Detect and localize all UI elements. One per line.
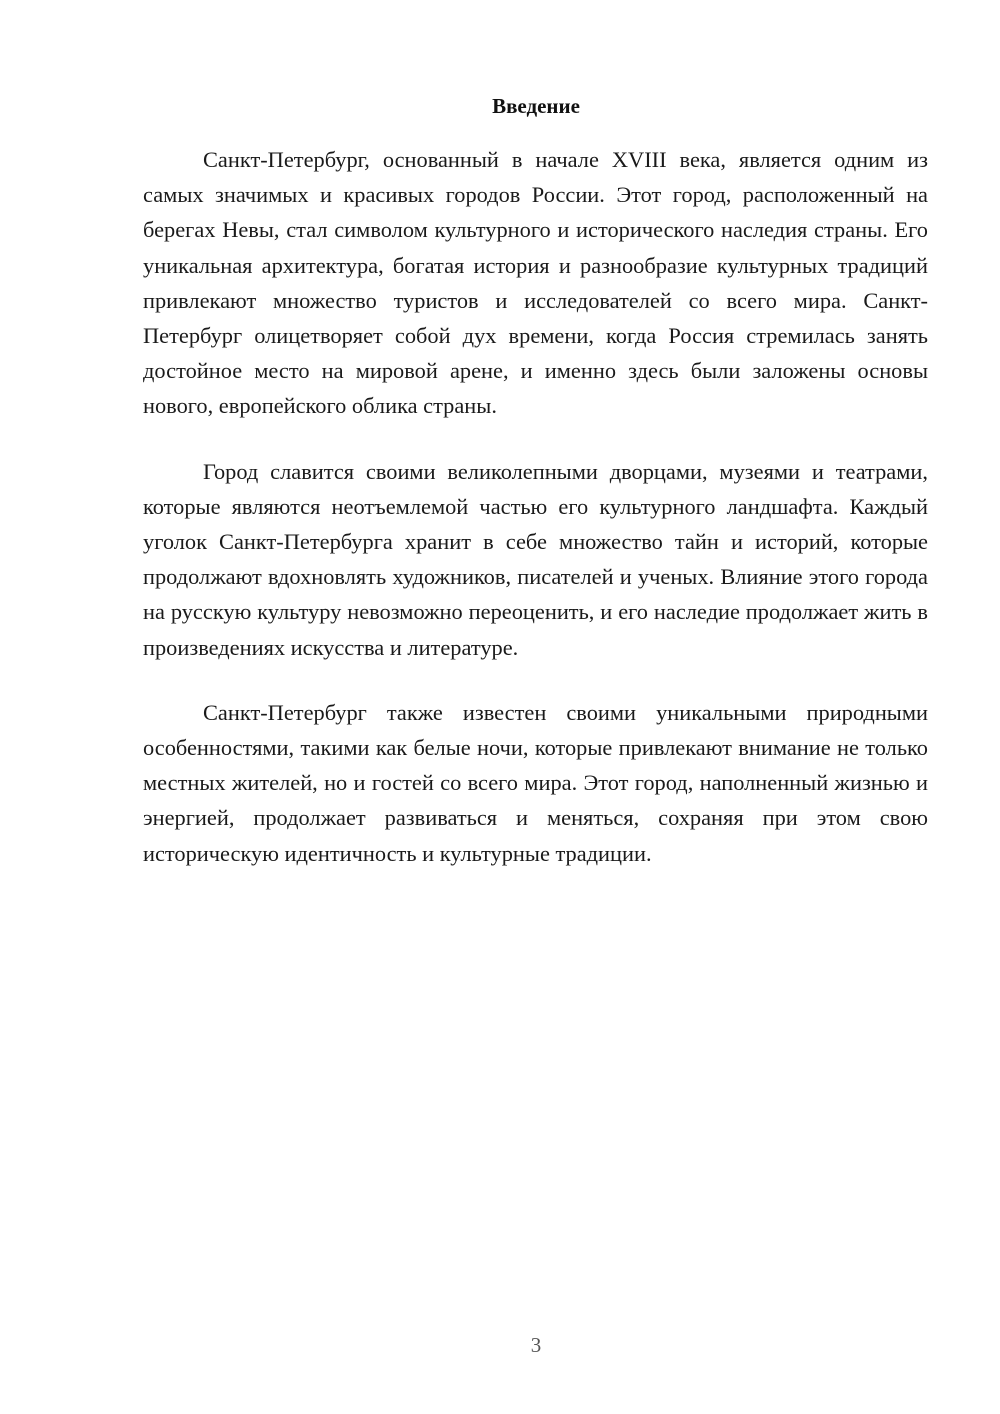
body-text (143, 142, 928, 901)
paragraph: Санкт-Петербург, основанный в начале XVIII века, является одним из самых значимых и красивых городов России. Этот город, расположенный на берегах Невы, стал символом культурного и исторического наследия страны. Его уникальная архитектура, богатая история и разнообразие культурных традиций привлекают множество туристов и исследователей со всего мира. Санкт-Петербург олицетворяет собой дух времени, когда Россия стремилась занять достойное место на мировой арене, и именно здесь были заложены основы нового, европейского облика страны. (143, 147, 928, 419)
section-heading: Введение (492, 94, 580, 118)
paragraph: Санкт-Петербург также известен своими уникальными природными особенностями, такими как белые ночи, которые привлекают внимание не только местных жителей, но и гостей со всего мира. Этот город, наполненный жизнью и энергией, продолжает развиваться и меняться, сохраняя при этом свою историческую идентичность и культурные традиции. (143, 699, 928, 866)
paragraph: Город славится своими великолепными дворцами, музеями и театрами, которые являются неотъемлемой частью его культурного ландшафта. Каждый уголок Санкт-Петербурга хранит в себе множество тайн и историй, которые продолжают вдохновлять художников, писателей и ученых. Влияние этого города на русскую культуру невозможно переоценить, и его наследие продолжает жить в произведениях искусства и литературе. (143, 458, 928, 660)
page-number: 3 (530, 1333, 542, 1357)
